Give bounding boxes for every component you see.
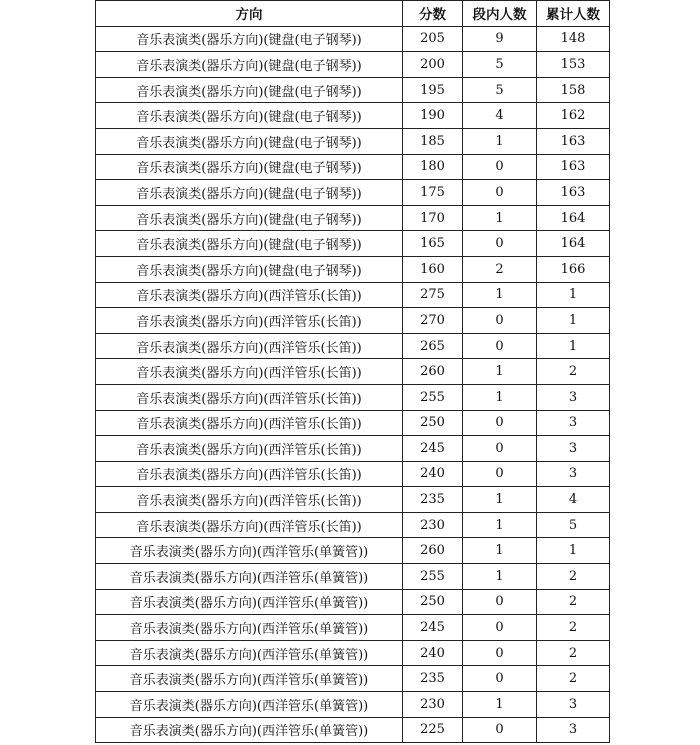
- table-row: [96, 103, 610, 129]
- cell-segment-count: 0: [463, 154, 537, 180]
- cell-segment-count: 1: [463, 282, 537, 308]
- cell-direction: 音乐表演类(器乐方向)(西洋管乐(长笛)): [96, 461, 403, 487]
- table-row: [96, 77, 610, 103]
- cell-segment-count: 0: [463, 615, 537, 641]
- cell-score: 170: [403, 205, 463, 231]
- cell-direction: 音乐表演类(器乐方向)(西洋管乐(长笛)): [96, 384, 403, 410]
- score-table-container: [95, 0, 609, 743]
- cell-cumulative-count: 148: [537, 26, 610, 52]
- cell-direction: 音乐表演类(器乐方向)(键盘(电子钢琴)): [96, 128, 403, 154]
- table-row: [96, 359, 610, 385]
- cell-segment-count: 0: [463, 333, 537, 359]
- cell-segment-count: 0: [463, 410, 537, 436]
- cell-score: 230: [403, 512, 463, 538]
- table-row: [96, 717, 610, 743]
- table-row: [96, 512, 610, 538]
- cell-segment-count: 0: [463, 436, 537, 462]
- cell-cumulative-count: 163: [537, 154, 610, 180]
- cell-score: 200: [403, 52, 463, 78]
- table-row: [96, 436, 610, 462]
- cell-cumulative-count: 1: [537, 282, 610, 308]
- cell-score: 180: [403, 154, 463, 180]
- cell-direction: 音乐表演类(器乐方向)(键盘(电子钢琴)): [96, 26, 403, 52]
- cell-segment-count: 1: [463, 564, 537, 590]
- cell-score: 205: [403, 26, 463, 52]
- cell-score: 195: [403, 77, 463, 103]
- cell-direction: 音乐表演类(器乐方向)(西洋管乐(长笛)): [96, 436, 403, 462]
- score-distribution-table: [95, 0, 610, 743]
- cell-score: 260: [403, 538, 463, 564]
- cell-score: 245: [403, 615, 463, 641]
- cell-cumulative-count: 1: [537, 538, 610, 564]
- cell-segment-count: 0: [463, 231, 537, 257]
- cell-score: 235: [403, 487, 463, 513]
- table-row: [96, 538, 610, 564]
- cell-direction: 音乐表演类(器乐方向)(西洋管乐(单簧管)): [96, 640, 403, 666]
- table-row: [96, 154, 610, 180]
- table-row: [96, 589, 610, 615]
- header-row: [96, 1, 610, 27]
- cell-direction: 音乐表演类(器乐方向)(西洋管乐(长笛)): [96, 410, 403, 436]
- cell-segment-count: 1: [463, 359, 537, 385]
- cell-segment-count: 0: [463, 308, 537, 334]
- table-row: [96, 26, 610, 52]
- cell-direction: 音乐表演类(器乐方向)(西洋管乐(长笛)): [96, 282, 403, 308]
- cell-direction: 音乐表演类(器乐方向)(键盘(电子钢琴)): [96, 77, 403, 103]
- cell-segment-count: 0: [463, 717, 537, 743]
- cell-cumulative-count: 2: [537, 640, 610, 666]
- cell-segment-count: 2: [463, 256, 537, 282]
- table-row: [96, 333, 610, 359]
- table-row: [96, 205, 610, 231]
- cell-cumulative-count: 3: [537, 692, 610, 718]
- cell-cumulative-count: 166: [537, 256, 610, 282]
- table-row: [96, 461, 610, 487]
- table-row: [96, 410, 610, 436]
- cell-cumulative-count: 164: [537, 231, 610, 257]
- table-row: [96, 231, 610, 257]
- cell-direction: 音乐表演类(器乐方向)(西洋管乐(长笛)): [96, 512, 403, 538]
- cell-segment-count: 0: [463, 666, 537, 692]
- cell-score: 260: [403, 359, 463, 385]
- cell-direction: 音乐表演类(器乐方向)(键盘(电子钢琴)): [96, 231, 403, 257]
- table-row: [96, 487, 610, 513]
- table-row: [96, 180, 610, 206]
- cell-score: 240: [403, 640, 463, 666]
- cell-cumulative-count: 153: [537, 52, 610, 78]
- cell-cumulative-count: 1: [537, 308, 610, 334]
- cell-cumulative-count: 163: [537, 128, 610, 154]
- cell-direction: 音乐表演类(器乐方向)(键盘(电子钢琴)): [96, 154, 403, 180]
- cell-cumulative-count: 3: [537, 384, 610, 410]
- cell-segment-count: 1: [463, 512, 537, 538]
- cell-direction: 音乐表演类(器乐方向)(键盘(电子钢琴)): [96, 180, 403, 206]
- cell-cumulative-count: 3: [537, 410, 610, 436]
- cell-score: 270: [403, 308, 463, 334]
- cell-segment-count: 1: [463, 487, 537, 513]
- cell-direction: 音乐表演类(器乐方向)(西洋管乐(单簧管)): [96, 666, 403, 692]
- cell-segment-count: 0: [463, 589, 537, 615]
- cell-direction: 音乐表演类(器乐方向)(西洋管乐(单簧管)): [96, 717, 403, 743]
- cell-score: 275: [403, 282, 463, 308]
- cell-segment-count: 1: [463, 205, 537, 231]
- cell-score: 240: [403, 461, 463, 487]
- cell-score: 185: [403, 128, 463, 154]
- cell-segment-count: 5: [463, 77, 537, 103]
- header-segment-count: 段内人数: [463, 1, 537, 27]
- cell-score: 250: [403, 410, 463, 436]
- cell-cumulative-count: 163: [537, 180, 610, 206]
- cell-score: 235: [403, 666, 463, 692]
- cell-segment-count: 0: [463, 640, 537, 666]
- table-row: [96, 615, 610, 641]
- table-row: [96, 384, 610, 410]
- cell-cumulative-count: 3: [537, 717, 610, 743]
- cell-cumulative-count: 164: [537, 205, 610, 231]
- table-row: [96, 692, 610, 718]
- cell-cumulative-count: 2: [537, 666, 610, 692]
- cell-segment-count: 9: [463, 26, 537, 52]
- table-row: [96, 308, 610, 334]
- cell-direction: 音乐表演类(器乐方向)(西洋管乐(长笛)): [96, 308, 403, 334]
- cell-cumulative-count: 3: [537, 436, 610, 462]
- table-row: [96, 282, 610, 308]
- cell-segment-count: 1: [463, 538, 537, 564]
- cell-direction: 音乐表演类(器乐方向)(键盘(电子钢琴)): [96, 52, 403, 78]
- cell-segment-count: 0: [463, 461, 537, 487]
- cell-score: 160: [403, 256, 463, 282]
- cell-score: 265: [403, 333, 463, 359]
- cell-cumulative-count: 3: [537, 461, 610, 487]
- cell-segment-count: 1: [463, 128, 537, 154]
- cell-direction: 音乐表演类(器乐方向)(西洋管乐(长笛)): [96, 333, 403, 359]
- cell-cumulative-count: 1: [537, 333, 610, 359]
- cell-cumulative-count: 5: [537, 512, 610, 538]
- cell-segment-count: 5: [463, 52, 537, 78]
- cell-cumulative-count: 4: [537, 487, 610, 513]
- table-row: [96, 52, 610, 78]
- cell-score: 230: [403, 692, 463, 718]
- table-body: [96, 26, 610, 743]
- table-row: [96, 564, 610, 590]
- table-row: [96, 128, 610, 154]
- cell-cumulative-count: 158: [537, 77, 610, 103]
- cell-direction: 音乐表演类(器乐方向)(键盘(电子钢琴)): [96, 256, 403, 282]
- header-direction: 方向: [96, 1, 403, 27]
- cell-score: 165: [403, 231, 463, 257]
- cell-cumulative-count: 2: [537, 615, 610, 641]
- cell-direction: 音乐表演类(器乐方向)(西洋管乐(单簧管)): [96, 564, 403, 590]
- cell-direction: 音乐表演类(器乐方向)(西洋管乐(单簧管)): [96, 538, 403, 564]
- cell-score: 245: [403, 436, 463, 462]
- cell-score: 175: [403, 180, 463, 206]
- header-cumulative-count: 累计人数: [537, 1, 610, 27]
- cell-direction: 音乐表演类(器乐方向)(键盘(电子钢琴)): [96, 205, 403, 231]
- cell-segment-count: 1: [463, 384, 537, 410]
- table-row: [96, 256, 610, 282]
- cell-score: 255: [403, 564, 463, 590]
- cell-direction: 音乐表演类(器乐方向)(西洋管乐(单簧管)): [96, 692, 403, 718]
- cell-cumulative-count: 162: [537, 103, 610, 129]
- cell-cumulative-count: 2: [537, 564, 610, 590]
- cell-score: 250: [403, 589, 463, 615]
- cell-direction: 音乐表演类(器乐方向)(西洋管乐(单簧管)): [96, 615, 403, 641]
- cell-direction: 音乐表演类(器乐方向)(键盘(电子钢琴)): [96, 103, 403, 129]
- cell-direction: 音乐表演类(器乐方向)(西洋管乐(长笛)): [96, 487, 403, 513]
- cell-segment-count: 0: [463, 180, 537, 206]
- table-header: [96, 1, 610, 27]
- cell-score: 190: [403, 103, 463, 129]
- table-row: [96, 640, 610, 666]
- cell-cumulative-count: 2: [537, 589, 610, 615]
- cell-score: 225: [403, 717, 463, 743]
- cell-cumulative-count: 2: [537, 359, 610, 385]
- cell-segment-count: 4: [463, 103, 537, 129]
- cell-direction: 音乐表演类(器乐方向)(西洋管乐(长笛)): [96, 359, 403, 385]
- cell-direction: 音乐表演类(器乐方向)(西洋管乐(单簧管)): [96, 589, 403, 615]
- table-row: [96, 666, 610, 692]
- header-score: 分数: [403, 1, 463, 27]
- cell-segment-count: 1: [463, 692, 537, 718]
- cell-score: 255: [403, 384, 463, 410]
